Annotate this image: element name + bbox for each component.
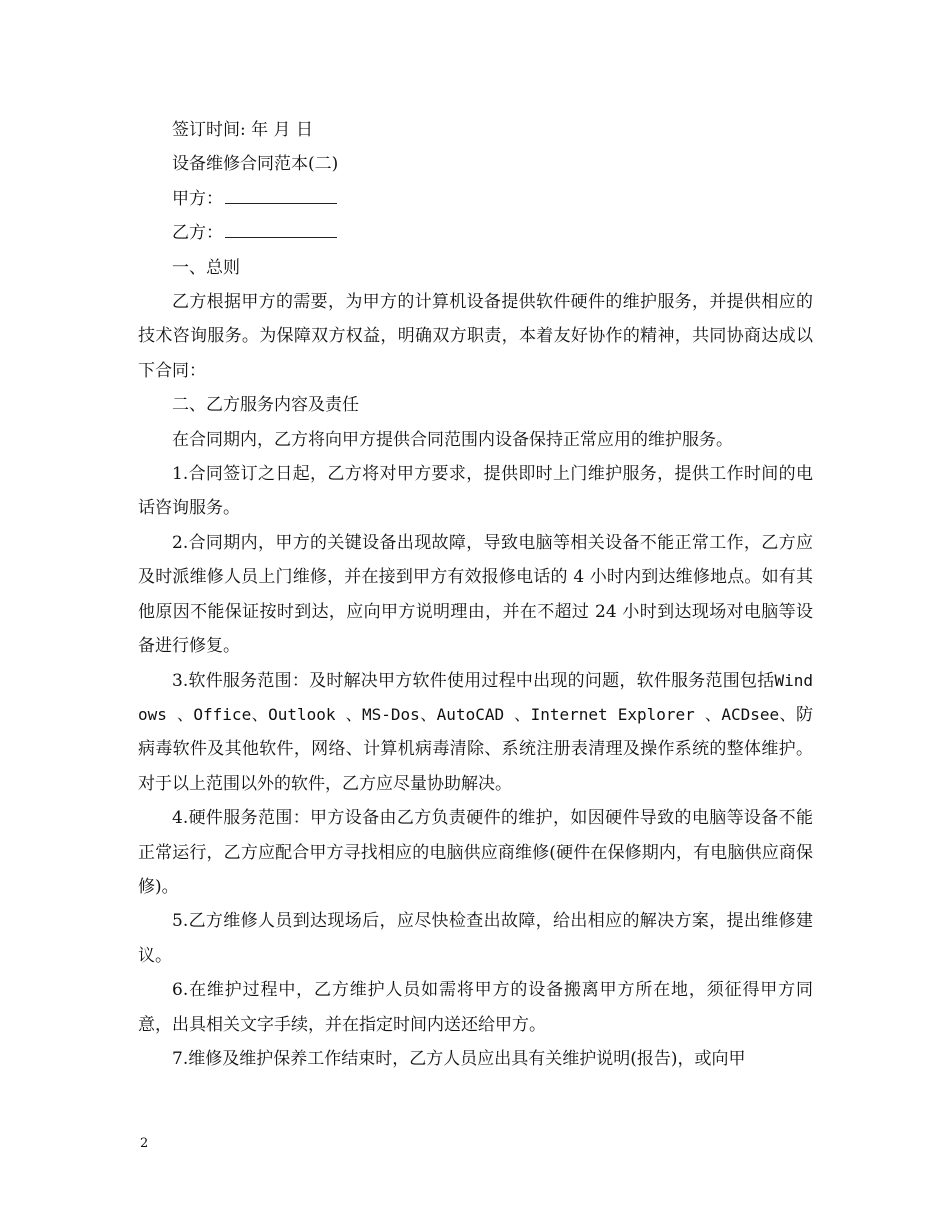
party-a-label: 甲方：: [172, 188, 223, 209]
service-item-4: 4.硬件服务范围：甲方设备由乙方负责硬件的维护，如因硬件导致的电脑等设备不能正常运行，乙方应配合甲方寻找相应的电脑供应商维修(硬件在保修期内，有电脑供应商保修)。: [138, 808, 813, 897]
service-item-2: 2.合同期内，甲方的关键设备出现故障，导致电脑等相关设备不能正常工作，乙方应及时派维修人员上门维修，并在接到甲方有效报修电话的 4 小时内到达维修地点。如有其他原因不能保证按时到达，应向甲方说明理由，并在不超过 24 小时到达现场对电脑等设备进行修复。: [138, 532, 813, 657]
contract-title: 设备维修合同范本(二): [172, 154, 339, 175]
service-item-3-end: 防病毒软件及其他软件，网络、计算机病毒清除、系统注册表清理及操作系统的整体维护。对于以上范围以外的软件，乙方应尽量协助解决。: [138, 704, 813, 794]
section-1-heading: 一、总则: [172, 257, 240, 278]
party-a-line: [138, 182, 813, 216]
service-item-3: [138, 664, 813, 802]
service-item-7: 7.维修及维护保养工作结束时，乙方人员应出具有关维护说明(报告)，或向甲: [172, 1048, 746, 1069]
service-item-1: 1.合同签订之日起，乙方将对甲方要求，提供即时上门维护服务，提供工作时间的电话咨询服务。: [138, 464, 813, 519]
party-b-label: 乙方：: [172, 223, 223, 244]
service-item-3-start: 3.软件服务范围：及时解决甲方软件使用过程中出现的问题，软件服务范围包括: [172, 670, 775, 691]
party-b-line: [138, 216, 813, 250]
page-number: 2: [140, 1136, 149, 1151]
document-body: [138, 113, 813, 1076]
service-item-5: 5.乙方维修人员到达现场后，应尽快检查出故障，给出相应的解决方案，提出维修建议。: [138, 911, 813, 966]
section-1-body: 乙方根据甲方的需要，为甲方的计算机设备提供软件硬件的维护服务，并提供相应的技术咨询服务。为保障双方权益，明确双方职责，本着友好协作的精神，共同协商达成以下合同：: [138, 292, 813, 381]
service-item-6: 6.在维护过程中，乙方维护人员如需将甲方的设备搬离甲方所在地，须征得甲方同意，出具相关文字手续，并在指定时间内送还给甲方。: [138, 980, 813, 1035]
party-a-blank: [225, 185, 337, 204]
party-b-blank: [225, 219, 337, 238]
signing-time: 签订时间: 年 月 日: [172, 120, 313, 140]
section-2-intro: 在合同期内，乙方将向甲方提供合同范围内设备保持正常应用的维护服务。: [172, 429, 733, 450]
section-2-heading: 二、乙方服务内容及责任: [172, 395, 359, 416]
service-item-3-software-list: Windows 、Office、Outlook 、MS-Dos、AutoCAD 、Internet Explorer 、ACDsee、: [138, 670, 813, 724]
